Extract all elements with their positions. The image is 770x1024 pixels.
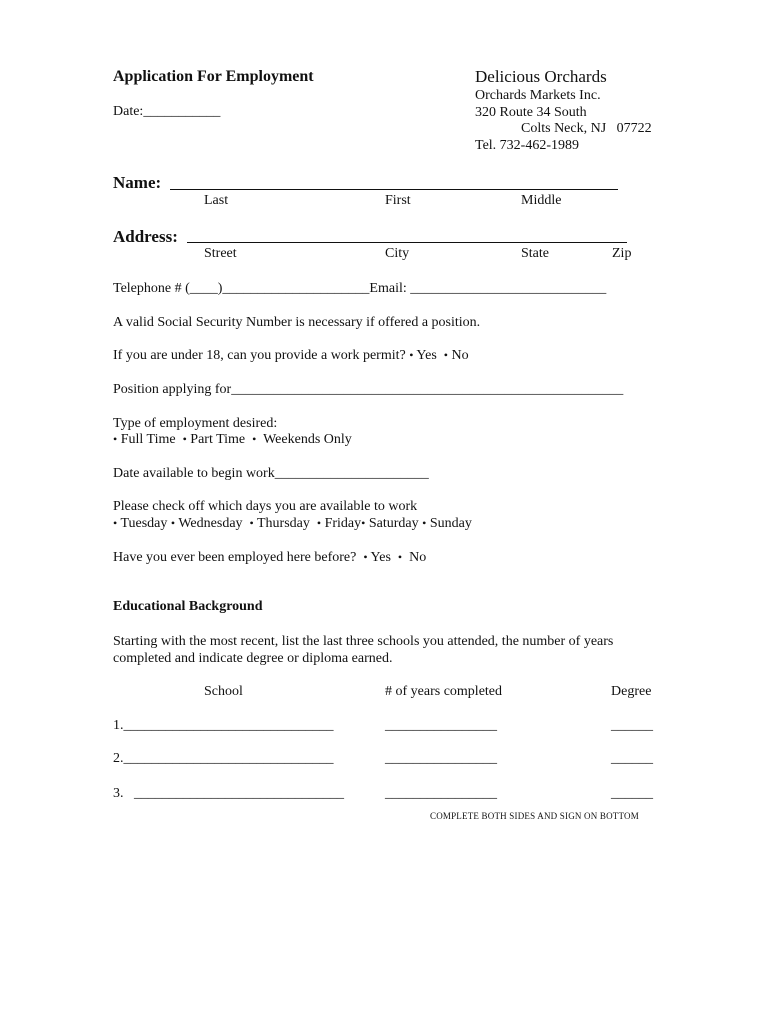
school-row-3-school[interactable]: 3. ______________________________ [113,786,344,801]
work-permit-no-option[interactable] [444,348,469,363]
name-sub-first: First [385,193,411,208]
employed-before-no-label: No [409,550,427,565]
name-sub-last: Last [204,193,229,208]
day-option-label: Sunday [429,516,472,531]
employed-before-yes-label: Yes [370,550,391,565]
column-header-school: School [204,684,243,699]
position-field[interactable]: Position applying for________________________________________________________ [113,382,624,397]
name-label: Name: [113,173,162,192]
employed-before-question-text: Have you ever been employed here before? [113,550,357,565]
bullet-icon: • [170,516,176,530]
bullet-icon: • [182,432,187,446]
name-sub-middle: Middle [521,193,562,208]
school-row-3-degree[interactable]: ______ [611,786,653,801]
work-permit-no-label: No [451,348,469,363]
employed-before-yes-option[interactable] [363,550,391,565]
work-permit-yes-option[interactable] [409,348,437,363]
school-row-1-school[interactable]: 1.______________________________ [113,718,334,733]
education-instructions-2: completed and indicate degree or diploma earned. [113,651,393,666]
day-option-wednesday[interactable] [171,516,243,531]
school-row-1-degree[interactable]: ______ [611,718,653,733]
days-question: Please check off which days you are available to work [113,499,418,514]
employment-option-full-time[interactable] [113,432,176,447]
address-sub-street: Street [204,246,237,261]
bullet-icon: • [113,516,118,530]
bullet-icon: • [363,550,368,564]
day-option-label: Thursday [256,516,310,531]
employment-option-label: Full Time [120,432,176,447]
company-phone: Tel. 732-462-1989 [475,138,580,153]
address-sub-state: State [521,246,549,261]
day-option-label: Wednesday [178,516,243,531]
day-option-friday[interactable] [317,516,361,531]
bullet-icon: • [316,516,322,530]
address-sub-city: City [385,246,410,261]
work-permit-question [113,347,469,364]
company-line-2: 320 Route 34 South [475,105,587,120]
date-field[interactable]: Date:___________ [113,104,221,119]
days-options [113,515,472,532]
day-option-sunday[interactable] [422,516,472,531]
day-option-label: Saturday [368,516,419,531]
bullet-icon: • [397,550,403,564]
company-name: Delicious Orchards [475,67,607,86]
school-row-2-degree[interactable]: ______ [611,751,653,766]
work-permit-yes-label: Yes [416,348,437,363]
page-title: Application For Employment [113,68,314,85]
bullet-icon: • [422,516,427,530]
employed-before-question [113,549,426,566]
ssn-notice: A valid Social Security Number is necessary if offered a position. [113,315,481,330]
bullet-icon: • [113,432,118,446]
name-input-line[interactable] [170,189,618,190]
bullet-icon: • [361,516,366,530]
employment-type-options [113,431,352,448]
address-sub-zip: Zip [612,246,632,261]
bullet-icon: • [409,348,414,362]
employment-option-weekends-only[interactable] [252,432,352,447]
employed-before-no-option[interactable] [398,550,426,565]
address-label: Address: [113,227,178,246]
bullet-icon: • [252,432,257,446]
employment-option-part-time[interactable] [183,432,246,447]
bullet-icon: • [249,516,254,530]
employment-type-question: Type of employment desired: [113,416,278,431]
day-option-label: Friday [324,516,362,531]
education-instructions-1: Starting with the most recent, list the last three schools you attended, the number of years [113,634,614,649]
company-line-3: Colts Neck, NJ 07722 [521,121,652,136]
day-option-label: Tuesday [120,516,168,531]
address-input-line[interactable] [187,242,627,243]
work-permit-question-text: If you are under 18, can you provide a work permit? [113,348,406,363]
footer-note: COMPLETE BOTH SIDES AND SIGN ON BOTTOM [430,811,639,821]
day-option-tuesday[interactable] [113,516,167,531]
bullet-icon: • [443,348,448,362]
school-row-2-years[interactable]: ________________ [385,751,497,766]
day-option-saturday[interactable] [361,516,418,531]
telephone-email-field[interactable]: Telephone # (____)_____________________Email: ____________________________ [113,281,607,296]
school-row-2-school[interactable]: 2.______________________________ [113,751,334,766]
company-line-1: Orchards Markets Inc. [475,88,601,103]
column-header-years: # of years completed [385,684,503,699]
date-available-field[interactable]: Date available to begin work______________________ [113,466,429,481]
employment-option-label: Weekends Only [263,432,352,447]
employment-option-label: Part Time [190,432,246,447]
school-row-1-years[interactable]: ________________ [385,718,497,733]
school-row-3-years[interactable]: ________________ [385,786,497,801]
education-heading: Educational Background [113,599,263,614]
column-header-degree: Degree [611,684,652,699]
day-option-thursday[interactable] [250,516,310,531]
